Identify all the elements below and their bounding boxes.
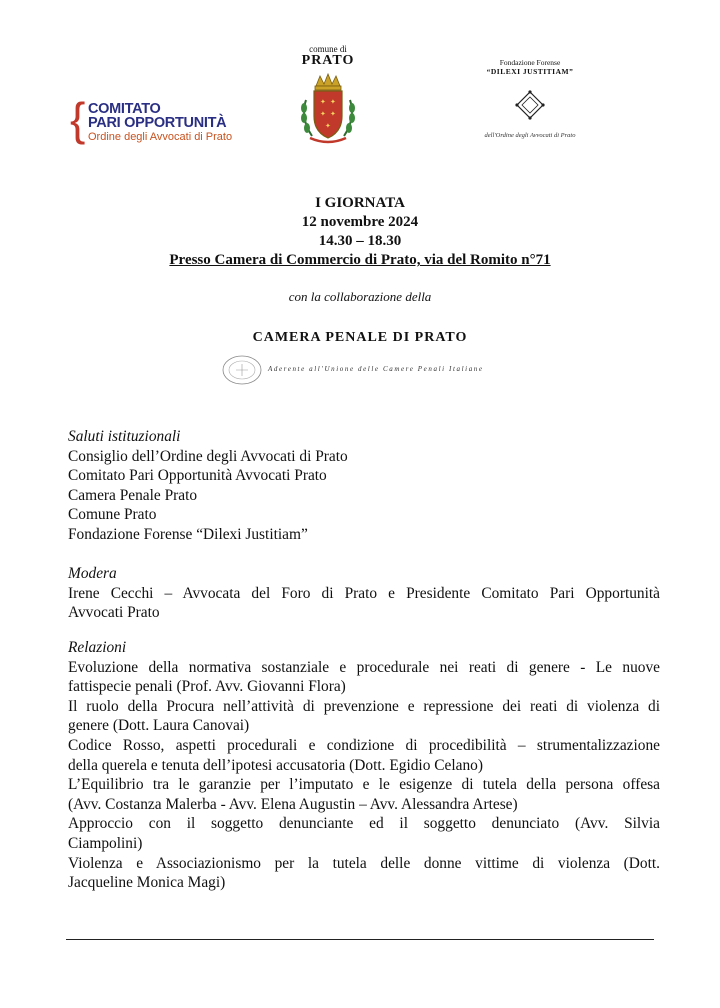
relazioni-section xyxy=(68,638,660,893)
relazione-item xyxy=(68,814,660,853)
event-time: 14.30 – 18.30 xyxy=(318,233,402,249)
saluti-section xyxy=(68,427,660,545)
svg-text:✦: ✦ xyxy=(320,98,326,106)
comitato-pari-opportunita-logo xyxy=(70,93,250,146)
svg-text:✦: ✦ xyxy=(330,110,336,118)
prato-logo-small: comune di xyxy=(309,44,347,54)
relazione-item xyxy=(68,854,660,893)
svg-text:✦: ✦ xyxy=(325,122,331,130)
list-item: Comitato Pari Opportunità Avvocati Prato xyxy=(68,467,327,485)
saluti-label: Saluti istituzionali xyxy=(68,428,181,445)
diamond-ornament-icon xyxy=(515,90,545,120)
fondazione-logo-line2: “DILEXI JUSTITIAM” xyxy=(486,67,574,76)
fondazione-forense-logo xyxy=(470,58,590,148)
relazioni-label: Relazioni xyxy=(68,639,127,656)
prato-crest-icon xyxy=(296,72,360,146)
relazione-item xyxy=(68,736,660,775)
camera-penale-seal-icon xyxy=(220,353,264,387)
svg-text:✦: ✦ xyxy=(320,110,326,118)
list-item: Comune Prato xyxy=(68,506,157,524)
modera-section xyxy=(68,564,660,623)
relazione-line2: fattispecie penali (Prof. Avv. Giovanni Flora) xyxy=(68,678,346,696)
relazione-item xyxy=(68,658,660,697)
collaboration-line: con la collaborazione della xyxy=(288,289,432,304)
fondazione-logo-line3: dell'Ordine degli Avvocati di Prato xyxy=(484,132,576,139)
cpo-logo-line1: COMITATO xyxy=(88,101,161,117)
relazione-line1: L’Equilibrio tra le garanzie per l’imputato e le esigenze di tutela della persona offesa xyxy=(68,776,660,794)
relazione-line1: Il ruolo della Procura nell’attività di prevenzione e repressione dei reati di violenza di xyxy=(68,697,660,715)
relazione-line2: Jacqueline Monica Magi) xyxy=(68,874,226,892)
relazione-line1: Evoluzione della normativa sostanziale e procedurale nei reati di genere - Le nuove xyxy=(68,658,660,676)
svg-text:✦: ✦ xyxy=(330,98,336,106)
relazione-line2: Ciampolini) xyxy=(68,834,143,852)
relazione-line1: Violenza e Associazionismo per la tutela delle donne vittime di violenza (Dott. xyxy=(68,854,660,872)
list-item: Consiglio dell’Ordine degli Avvocati di Prato xyxy=(68,447,348,465)
relazione-line1: Codice Rosso, aspetti procedurali e condizione di procedibilità – strumentalizzazione xyxy=(68,736,660,754)
modera-label: Modera xyxy=(68,565,117,582)
relazione-line1: Approccio con il soggetto denunciante ed il soggetto denunciato (Avv. Silvia xyxy=(68,815,660,833)
relazione-item xyxy=(68,697,660,736)
event-venue: Presso Camera di Commercio di Prato, via del Romito n°71 xyxy=(169,252,551,268)
camera-penale-badge xyxy=(220,353,520,389)
relazione-line2: genere (Dott. Laura Canovai) xyxy=(68,717,250,735)
relazione-line2: (Avv. Costanza Malerba - Avv. Elena Augustin – Avv. Alessandra Artese) xyxy=(68,795,518,813)
relazione-line2: della querela e tenuta dell’ipotesi accusatoria (Dott. Egidio Celano) xyxy=(68,756,483,774)
list-item: Fondazione Forense “Dilexi Justitiam” xyxy=(68,525,308,543)
prato-logo-name: PRATO xyxy=(301,53,355,68)
list-item: Camera Penale Prato xyxy=(68,486,198,504)
camera-penale-subtitle: Aderente all'Unione delle Camere Penali Italiane xyxy=(268,365,484,373)
cpo-logo-brace: { xyxy=(70,93,86,145)
fondazione-logo-line1: Fondazione Forense xyxy=(499,58,561,67)
modera-text-line2: Avvocati Prato xyxy=(68,604,160,622)
comune-prato-logo xyxy=(288,44,368,144)
camera-penale-title: CAMERA PENALE DI PRATO xyxy=(252,330,468,345)
cpo-logo-line3: Ordine degli Avvocati di Prato xyxy=(88,131,233,143)
relazione-item xyxy=(68,775,660,814)
event-date: 12 novembre 2024 xyxy=(301,214,419,230)
bottom-divider xyxy=(66,939,654,940)
event-day-title: I GIORNATA xyxy=(315,195,405,211)
modera-text-line1: Irene Cecchi – Avvocata del Foro di Prato e Presidente Comitato Pari Opportunità xyxy=(68,584,660,602)
cpo-logo-line2: PARI OPPORTUNITÀ xyxy=(88,115,227,131)
